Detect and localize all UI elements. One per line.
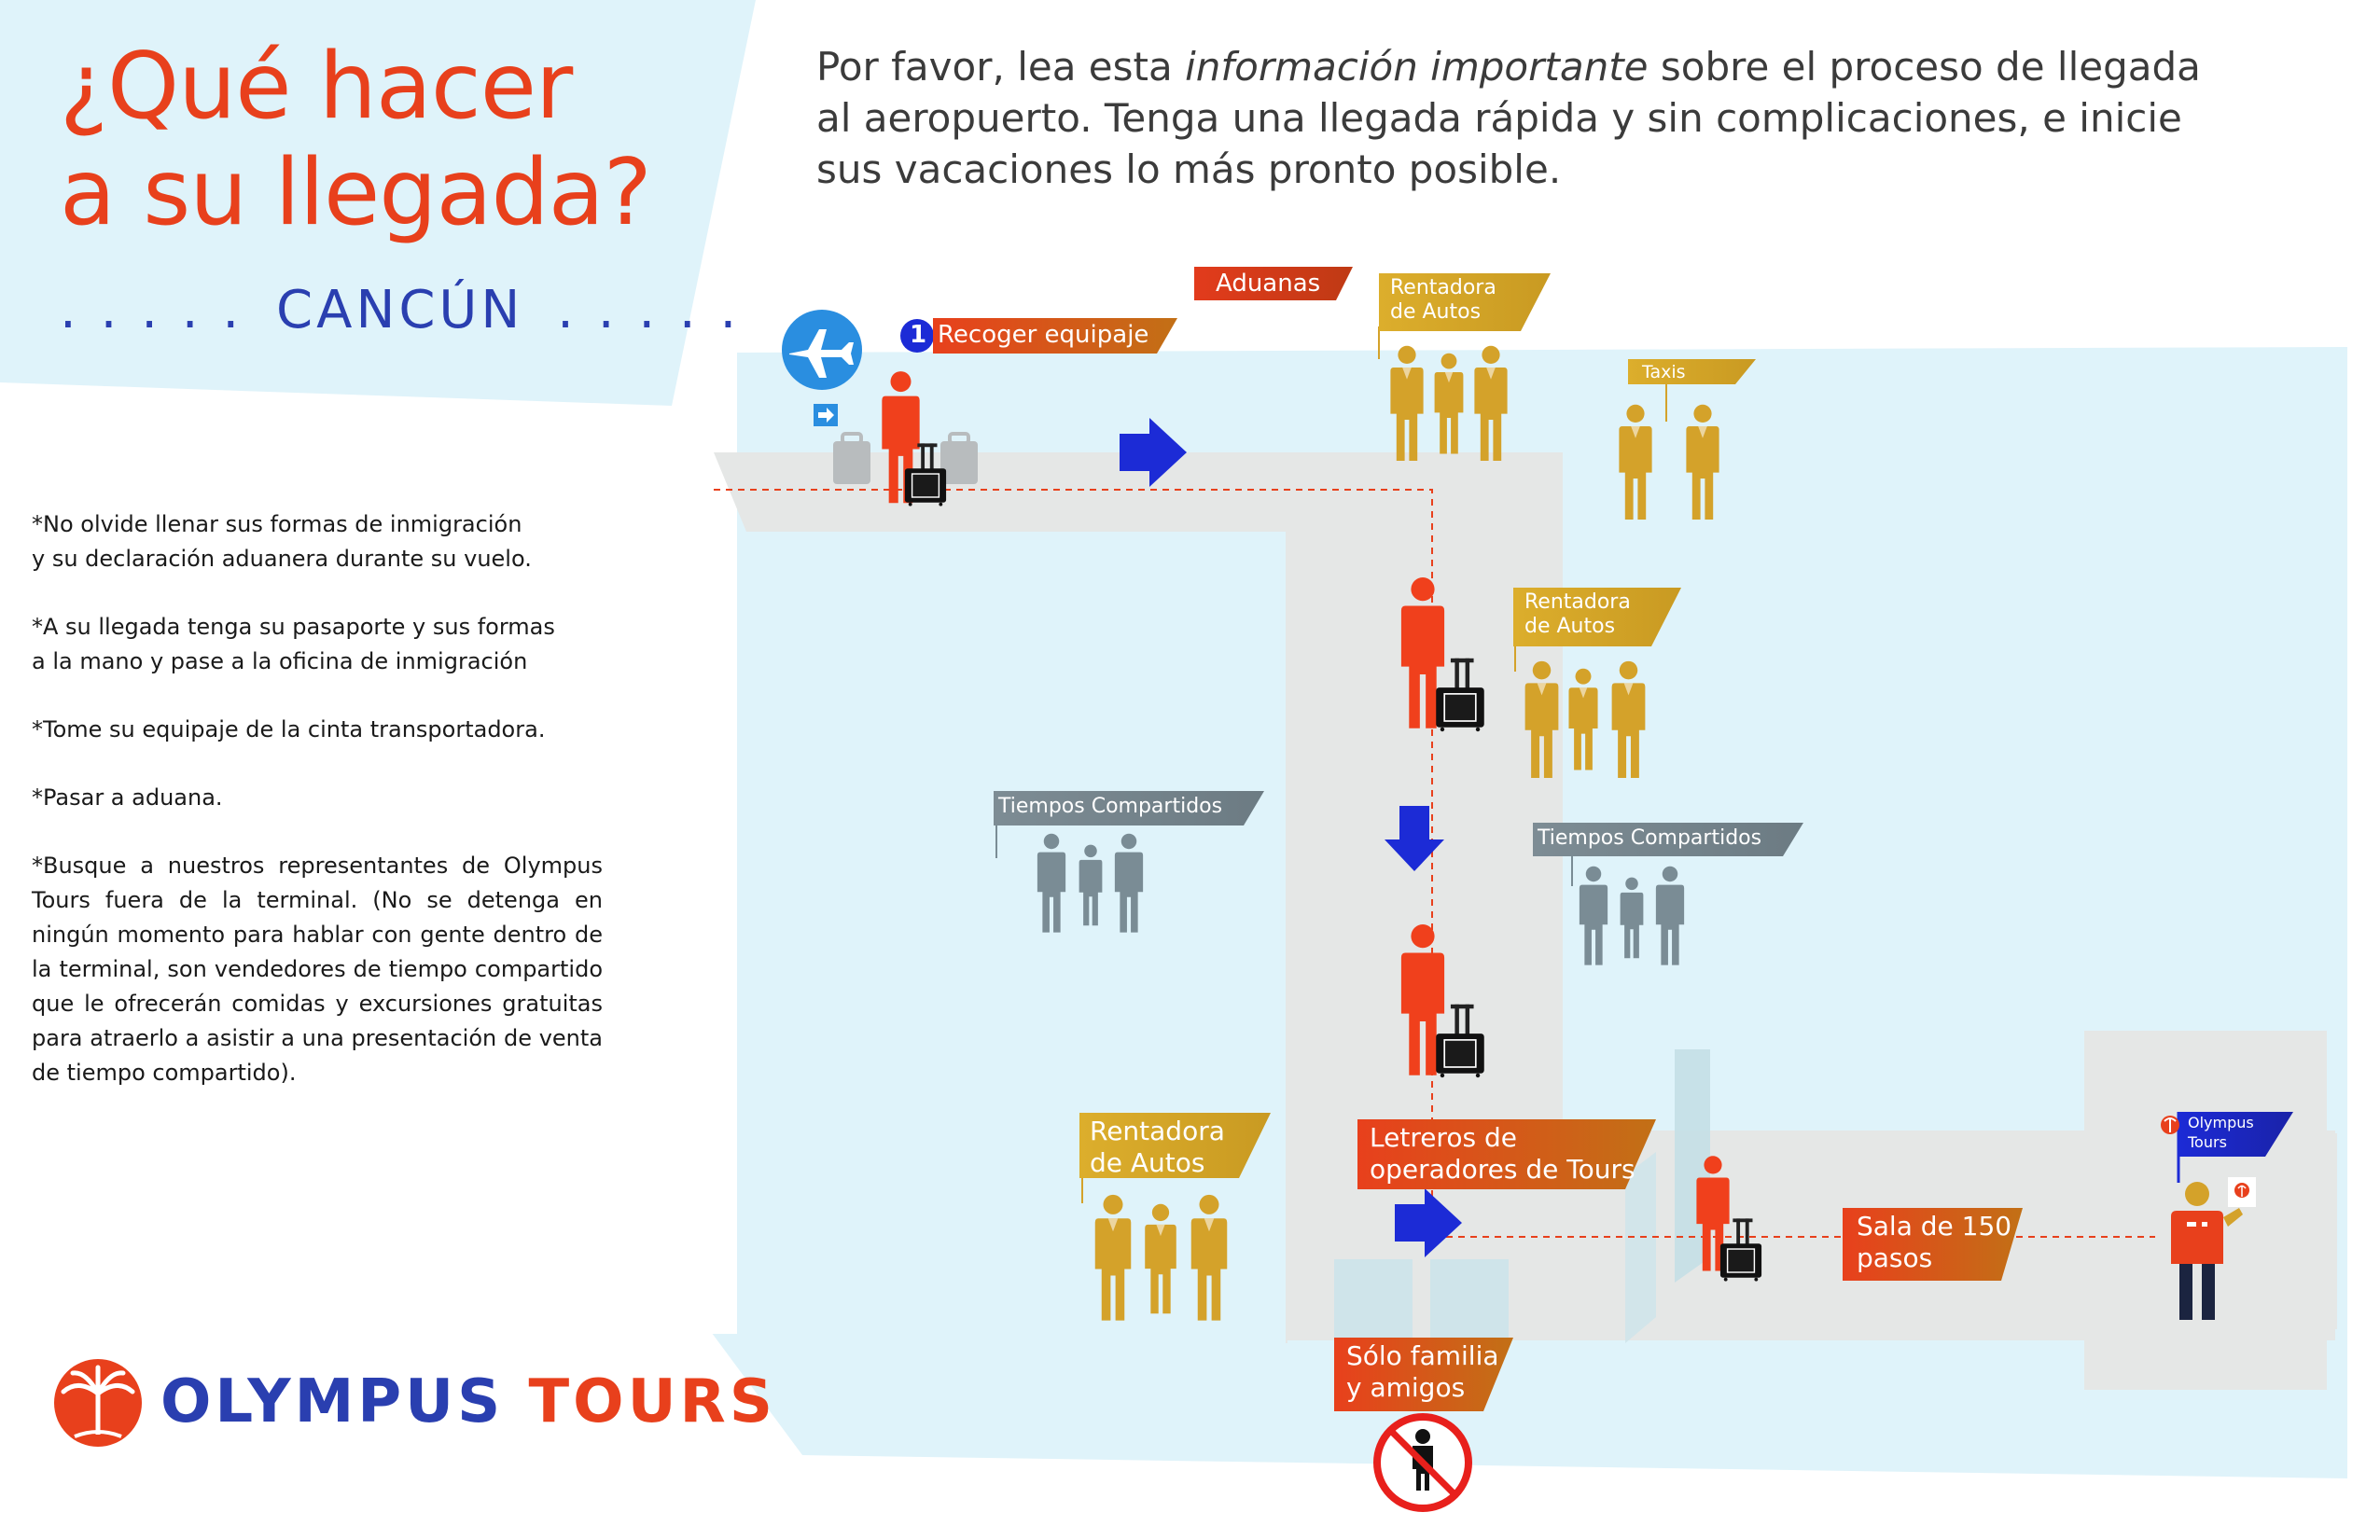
page-title-line1: ¿Qué hacer xyxy=(60,34,573,140)
rentadora-mid-text: Rentadora de Autos xyxy=(1524,590,1631,638)
note-reps: *Busque a nuestros representantes de Olympus Tours fuera de la terminal. (No se detenga en ningún momento para hablar con gente dentro de la terminal, son vendedores de tiempo compartido que le ofrecerán comidas y excursiones gratuitas para atraerlo a asistir a una presentación de venta de tiempo compartido). xyxy=(32,853,603,1086)
olympus-flag-text: Olympus Tours xyxy=(2188,1114,2254,1151)
note-forms: *No olvide llenar sus formas de inmigración y su declaración aduanera durante su vuelo. xyxy=(32,511,532,572)
city-name: CANCÚN xyxy=(276,280,524,340)
exit-icon xyxy=(814,404,838,426)
intro-line1-rest: sobre el proceso de llegada xyxy=(1648,44,2201,90)
note-customs: *Pasar a aduana. xyxy=(32,784,223,811)
page-title-line2: a su llegada? xyxy=(60,140,651,246)
city-dots-left: . . . . . xyxy=(60,280,244,340)
note-passport: *A su llegada tenga su pasaporte y sus formas a la mano y pase a la oficina de inmigración xyxy=(32,614,555,674)
instructions-list xyxy=(32,507,603,1124)
tiempos-left-text: Tiempos Compartidos xyxy=(998,795,1223,818)
brand-wordmark xyxy=(160,1367,776,1436)
olympus-flag-logo-icon xyxy=(2161,1116,2179,1134)
recoger-equipaje-text: Recoger equipaje xyxy=(938,321,1149,349)
brand-word1: OLYMPUS xyxy=(160,1367,505,1436)
page-title xyxy=(60,34,651,246)
rentadora-top-text: Rentadora de Autos xyxy=(1390,276,1496,324)
note-luggage: *Tome su equipaje de la cinta transportadora. xyxy=(32,716,546,742)
rentadora-bottom-text: Rentadora de Autos xyxy=(1090,1116,1225,1178)
solo-familia-text: Sólo familia y amigos xyxy=(1346,1340,1499,1403)
intro-emphasis: información importante xyxy=(1185,44,1649,90)
arrival-airplane-icon xyxy=(782,310,862,390)
sala-text: Sala de 150 pasos xyxy=(1857,1211,2012,1273)
taxis-text: Taxis xyxy=(1642,362,1686,382)
city-heading xyxy=(60,280,740,340)
glass-panel xyxy=(1334,1259,1413,1343)
step-number: 1 xyxy=(910,321,927,349)
letreros-text: Letreros de operadores de Tours xyxy=(1370,1122,1635,1185)
intro-line2: al aeropuerto. Tenga una llegada rápida y sin complicaciones, e inicie xyxy=(816,95,2182,141)
glass-panel xyxy=(1430,1259,1509,1343)
intro-line3: sus vacaciones lo más pronto posible. xyxy=(816,146,1562,192)
brand-word2: TOURS xyxy=(528,1367,776,1436)
aduanas-text: Aduanas xyxy=(1216,270,1321,298)
intro-prefix: Por favor, lea esta xyxy=(816,44,1186,90)
no-entry-icon xyxy=(1377,1417,1468,1508)
intro-paragraph xyxy=(816,41,2309,195)
tiempos-right-text: Tiempos Compartidos xyxy=(1538,826,1762,850)
olympus-tours-logo-icon xyxy=(54,1359,142,1447)
city-dots-right: . . . . . xyxy=(557,280,741,340)
